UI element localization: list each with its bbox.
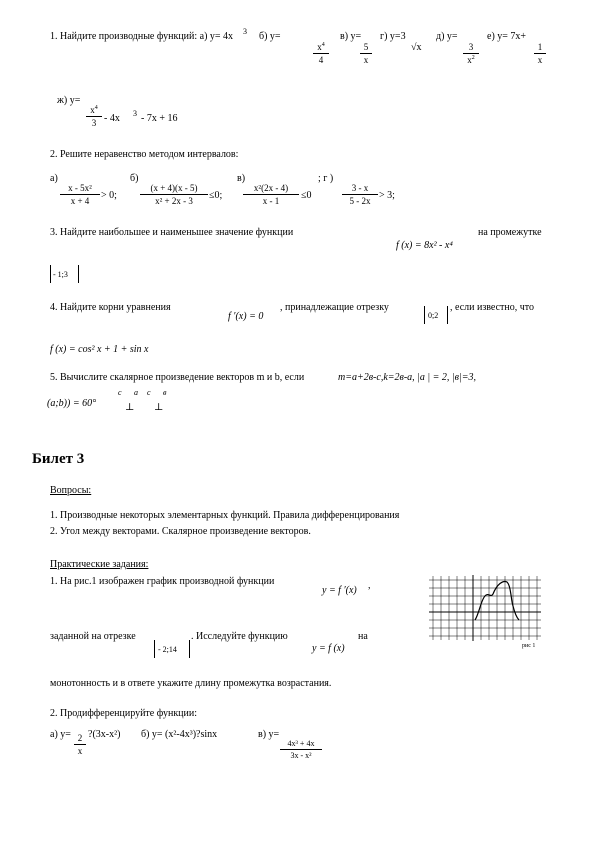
task5-text: 5. Вычислите скалярное произведение векторов m и b, если bbox=[50, 372, 305, 383]
task3-interval: - 1;3 bbox=[53, 270, 68, 279]
practical-2-v-fraction: $\frac{\text{4x³ + 4x}}{\text{3x - x²}}$ bbox=[280, 739, 322, 760]
task4-mid: , принадлежащие отрезку bbox=[280, 302, 389, 313]
task3-tail: на промежутке bbox=[478, 227, 542, 238]
task1-e-fraction: $\frac{1}{x}$ bbox=[534, 42, 546, 65]
task2-b-fraction: $\frac{(x + 4)(x - 5)}{\text{x² + 2x - 3}}$ bbox=[140, 183, 208, 206]
ticket-heading: Билет 3 bbox=[32, 451, 85, 467]
task2-v-rel: ≤0 bbox=[301, 190, 312, 201]
question-1: 1. Производные некоторых элементарных функций. Правила дифференцирования bbox=[50, 510, 400, 521]
task1-zh-tail: - 7x + 16 bbox=[141, 113, 178, 124]
task2-a-rel: > 0; bbox=[101, 190, 117, 201]
task2-b-label: б) bbox=[130, 173, 139, 184]
practical-2-text: 2. Продифференцируйте функции: bbox=[50, 708, 198, 719]
task1-text: 1. Найдите производные функций: а) y= 4x bbox=[50, 31, 234, 42]
task5-cond: m=a+2в-с,k=2в-а, |a | = 2, |в|=3, bbox=[338, 372, 477, 383]
task1-v-label: в) y= bbox=[340, 31, 362, 42]
task2-text: 2. Решите неравенство методом интервалов: bbox=[50, 149, 239, 160]
task5-perp2-sign: ⊥ bbox=[154, 402, 164, 413]
practical-1-func2: y = f (x) bbox=[312, 643, 345, 654]
task1-exp: 3 bbox=[243, 27, 247, 36]
task2-g-fraction: $\frac{3 - x}{5 - 2x}$ bbox=[342, 183, 378, 206]
questions-label: Вопросы: bbox=[50, 485, 92, 496]
task4-eq: f ′(x) = 0 bbox=[228, 311, 264, 322]
task1-b-label: б) y= bbox=[259, 31, 281, 42]
task2-a-fraction: $\frac{\text{x - 5x²}}{x + 4}$ bbox=[60, 183, 100, 206]
task1-d-fraction: $\frac{3}{x^2}$ bbox=[463, 42, 479, 65]
task4-text: 4. Найдите корни уравнения bbox=[50, 302, 171, 313]
task2-g-rel: > 3; bbox=[379, 190, 395, 201]
task4-seg: 0;2 bbox=[428, 311, 439, 320]
task1-zh-fraction: $\frac{x^4}{3}$ bbox=[86, 105, 102, 128]
task2-a-label: а) bbox=[50, 173, 58, 184]
task1-d-label: д) y= bbox=[436, 31, 458, 42]
practical-1-line3: монотонность и в ответе укажите длину промежутка возрастания. bbox=[50, 678, 332, 689]
task2-g-label: ; г ) bbox=[318, 173, 334, 184]
task3-func: f (x) = 8x² - x⁴ bbox=[396, 240, 453, 251]
task5-perp2-c: c bbox=[147, 388, 151, 397]
derivative-graph bbox=[425, 574, 545, 650]
task1-zh-exp: 3 bbox=[133, 109, 137, 118]
task1-e-label: е) y= 7x+ bbox=[487, 31, 527, 42]
task5-angle: (a;b)) = 60° bbox=[47, 398, 97, 409]
practical-1-text: 1. На рис.1 изображен график производной функции bbox=[50, 576, 275, 587]
task1-v-fraction: $\frac{5}{x}$ bbox=[360, 42, 372, 65]
practical-1-line2b: . Исследуйте функцию bbox=[191, 631, 288, 642]
task5-perp2-b: в bbox=[163, 388, 167, 397]
task5-perp1-sign: ⊥ bbox=[125, 402, 135, 413]
practical-1-line2: заданной на отрезке bbox=[50, 631, 136, 642]
task2-v-fraction: $\frac{\text{x²(2x - 4)}}{x - 1}$ bbox=[243, 183, 299, 206]
task5-perp1-c: c bbox=[118, 388, 122, 397]
task1-g-label: г) y=3 bbox=[380, 31, 406, 42]
task4-tail: , если известно, что bbox=[450, 302, 535, 313]
question-2: 2. Угол между векторами. Скалярное произведение векторов. bbox=[50, 526, 311, 537]
task3-text: 3. Найдите наибольшее и наименьшее значение функции bbox=[50, 227, 294, 238]
task1-zh-label: ж) y= bbox=[57, 95, 81, 106]
task1-zh-rest: - 4x bbox=[104, 113, 120, 124]
practical-2-b: б) y= (x²-4x³)?sinx bbox=[141, 729, 218, 740]
figure-label: рис 1 bbox=[522, 643, 536, 649]
practical-1-line2c: на bbox=[358, 631, 368, 642]
task2-v-label: в) bbox=[237, 173, 246, 184]
task4-func: f (x) = cos² x + 1 + sin x bbox=[50, 344, 149, 355]
practical-1-seg: - 2;14 bbox=[158, 645, 177, 654]
task2-b-rel: ≤0; bbox=[209, 190, 223, 201]
practical-1-comma: , bbox=[368, 580, 371, 591]
practical-1-func: y = f ′(x) bbox=[322, 585, 357, 596]
practical-label: Практические задания: bbox=[50, 559, 149, 570]
practical-2-a-label: а) y= bbox=[50, 729, 71, 740]
practical-2-a-rest: ?(3x-x²) bbox=[88, 729, 121, 740]
task5-perp1-a: a bbox=[134, 388, 138, 397]
task1-b-fraction: $\frac{x^4}{4}$ bbox=[313, 42, 329, 65]
practical-2-a-fraction: $\frac{2}{x}$ bbox=[74, 733, 86, 756]
practical-2-v-label: в) y= bbox=[258, 729, 280, 740]
task1-g-sqrt: √x bbox=[411, 42, 422, 53]
